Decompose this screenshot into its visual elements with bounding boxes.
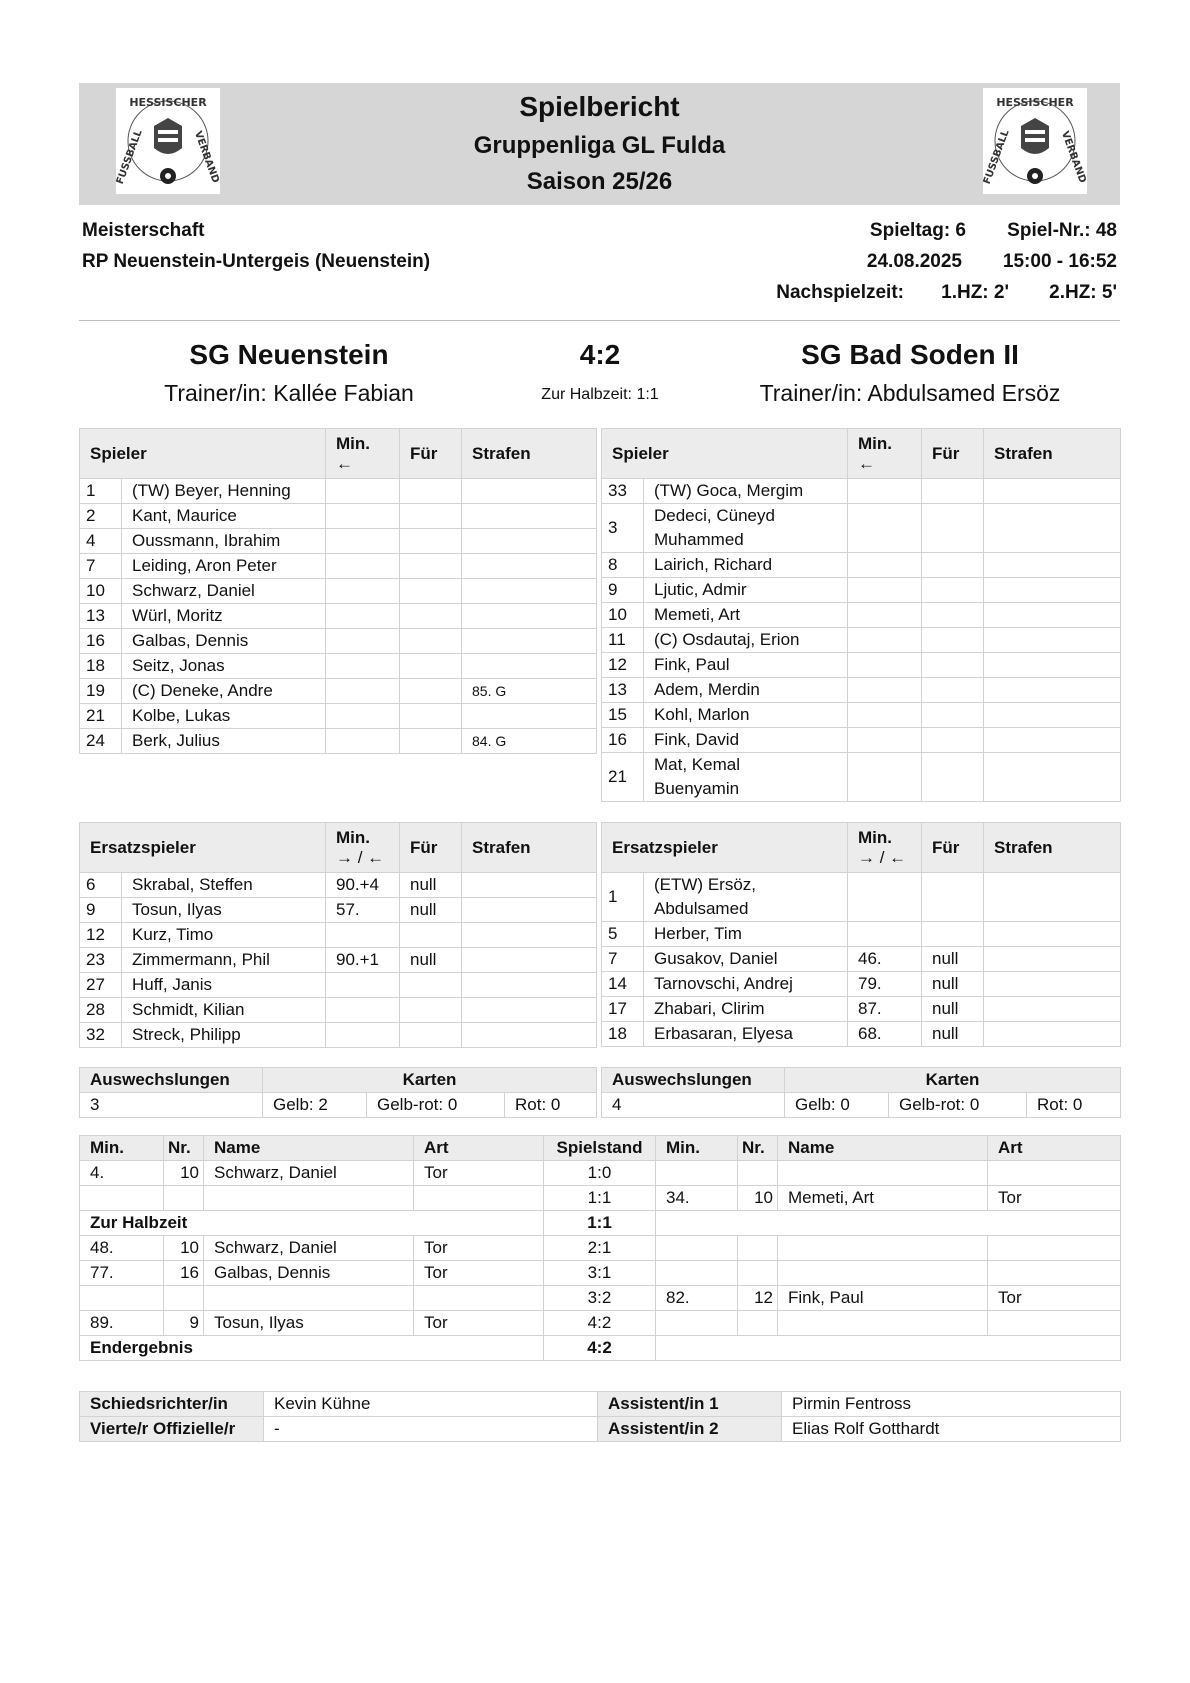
col-min: Min. → / ← [848, 823, 922, 873]
home-summary-table [79, 1067, 597, 1118]
match-date: 24.08.2025 [866, 251, 962, 272]
assistant1-label: Assistent/in 1 [598, 1392, 782, 1417]
table-row: 48. 10 Schwarz, Daniel Tor 2:1 [80, 1236, 1121, 1261]
divider [79, 320, 1120, 321]
svg-text:VERBAND: VERBAND [191, 129, 220, 185]
report-header [79, 83, 1120, 205]
svg-text:HESSISCHER: HESSISCHER [996, 96, 1074, 109]
svg-text:FUSSBALL: FUSSBALL [116, 128, 145, 186]
table-row: 21 Kolbe, Lukas [80, 704, 597, 729]
match-number: Spiel-Nr.: 48 [1007, 220, 1117, 241]
table-row: 9 Ljutic, Admir [602, 578, 1121, 603]
table-row: 24 Berk, Julius 84. G [80, 729, 597, 754]
final-score: 4:2 [579, 339, 621, 370]
col-player: Spieler [602, 429, 848, 479]
report-title: Spielbericht [519, 91, 680, 122]
table-row: 89. 9 Tosun, Ilyas Tor 4:2 [80, 1311, 1121, 1336]
table-header [602, 1068, 1121, 1093]
table-header [602, 429, 1121, 479]
matchday: Spieltag: 6 [869, 220, 966, 241]
table-row: 9 Tosun, Ilyas 57. null [80, 898, 597, 923]
table-row: 5 Herber, Tim [602, 922, 1121, 947]
assistant2-label: Assistent/in 2 [598, 1417, 782, 1442]
col-penalties: Strafen [462, 429, 597, 479]
officials-table [79, 1391, 1121, 1442]
fourth-official: - [264, 1417, 598, 1442]
table-header [80, 1068, 597, 1093]
col-cards: Karten [785, 1068, 1121, 1093]
away-players [602, 479, 1121, 802]
away-team: SG Bad Soden II [801, 339, 1019, 370]
away-lineup-table [601, 428, 1121, 802]
assistant1: Pirmin Fentross [782, 1392, 1121, 1417]
halftime-score: Zur Halbzeit: 1:1 [541, 386, 659, 403]
table-row: 8 Lairich, Richard [602, 553, 1121, 578]
table-row: 10 Schwarz, Daniel [80, 579, 597, 604]
away-subs [602, 873, 1121, 1047]
col-subs: Ersatzspieler [602, 823, 848, 873]
home-team: SG Neuenstein [189, 339, 389, 370]
fourth-official-label: Vierte/r Offizielle/r [80, 1417, 264, 1442]
col-player: Spieler [80, 429, 326, 479]
table-row: 12 Fink, Paul [602, 653, 1121, 678]
table-row: 3 Dedeci, Cüneyd Muhammed [602, 504, 1121, 553]
table-header: Min. Nr. Name Art Spielstand Min. Nr. Name Art [80, 1136, 1121, 1161]
table-row: 18 Seitz, Jonas [80, 654, 597, 679]
col-for: Für [922, 823, 984, 873]
col-penalties: Strafen [984, 429, 1121, 479]
stoppage-second-half: 2.HZ: 5' [1049, 282, 1117, 303]
table-row: 17 Zhabari, Clirim 87. null [602, 997, 1121, 1022]
home-players [80, 479, 597, 754]
halftime-row: Zur Halbzeit 1:1 [80, 1211, 1121, 1236]
col-for: Für [400, 429, 462, 479]
goals-table [79, 1135, 1121, 1361]
table-row: 12 Kurz, Timo [80, 923, 597, 948]
table-row: 15 Kohl, Marlon [602, 703, 1121, 728]
col-subs: Ersatzspieler [80, 823, 326, 873]
table-header [80, 429, 597, 479]
table-row: 7 Gusakov, Daniel 46. null [602, 947, 1121, 972]
svg-text:VERBAND: VERBAND [1058, 129, 1087, 185]
table-row: 77. 16 Galbas, Dennis Tor 3:1 [80, 1261, 1121, 1286]
table-row: 1 (ETW) Ersöz, Abdulsamed [602, 873, 1121, 922]
table-row: 3:2 82. 12 Fink, Paul Tor [80, 1286, 1121, 1311]
away-coach: Trainer/in: Abdulsamed Ersöz [759, 380, 1061, 406]
table-row: 27 Huff, Janis [80, 973, 597, 998]
assistant2: Elias Rolf Gotthardt [782, 1417, 1121, 1442]
table-row [80, 1392, 1121, 1417]
table-row: 16 Fink, David [602, 728, 1121, 753]
home-coach: Trainer/in: Kallée Fabian [164, 380, 414, 406]
table-row: 21 Mat, Kemal Buenyamin [602, 753, 1121, 802]
table-row: 28 Schmidt, Kilian [80, 998, 597, 1023]
table-row: 6 Skrabal, Steffen 90.+4 null [80, 873, 597, 898]
home-subs-table [79, 822, 597, 1048]
referee-label: Schiedsrichter/in [80, 1392, 264, 1417]
table-row: 18 Erbasaran, Elyesa 68. null [602, 1022, 1121, 1047]
table-row: 3 Gelb: 2 Gelb-rot: 0 Rot: 0 [80, 1093, 597, 1118]
table-row: 33 (TW) Goca, Mergim [602, 479, 1121, 504]
table-row: 32 Streck, Philipp [80, 1023, 597, 1048]
col-subs-count: Auswechslungen [602, 1068, 785, 1093]
col-cards: Karten [263, 1068, 597, 1093]
competition: Meisterschaft [82, 220, 205, 241]
table-row: 2 Kant, Maurice [80, 504, 597, 529]
col-min: Min. → / ← [326, 823, 400, 873]
table-row: 1 (TW) Beyer, Henning [80, 479, 597, 504]
table-header [80, 823, 597, 873]
table-row: 7 Leiding, Aron Peter [80, 554, 597, 579]
table-row: 23 Zimmermann, Phil 90.+1 null [80, 948, 597, 973]
table-row: 4. 10 Schwarz, Daniel Tor 1:0 [80, 1161, 1121, 1186]
col-penalties: Strafen [462, 823, 597, 873]
table-row: 1:1 34. 10 Memeti, Art Tor [80, 1186, 1121, 1211]
table-header [602, 823, 1121, 873]
league-name: Gruppenliga GL Fulda [473, 132, 726, 159]
col-subs-count: Auswechslungen [80, 1068, 263, 1093]
away-subs-table [601, 822, 1121, 1047]
col-for: Für [922, 429, 984, 479]
table-row: 13 Würl, Moritz [80, 604, 597, 629]
table-row: 14 Tarnovschi, Andrej 79. null [602, 972, 1121, 997]
referee: Kevin Kühne [264, 1392, 598, 1417]
away-summary-table [601, 1067, 1121, 1118]
home-lineup-table [79, 428, 597, 754]
table-row [80, 1417, 1121, 1442]
col-min: Min. ← [848, 429, 922, 479]
table-row: 19 (C) Deneke, Andre 85. G [80, 679, 597, 704]
table-row: 16 Galbas, Dennis [80, 629, 597, 654]
svg-text:FUSSBALL: FUSSBALL [983, 128, 1012, 186]
season: Saison 25/26 [526, 168, 673, 195]
venue: RP Neuenstein-Untergeis (Neuenstein) [82, 251, 431, 272]
home-subs [80, 873, 597, 1048]
table-row: 10 Memeti, Art [602, 603, 1121, 628]
col-for: Für [400, 823, 462, 873]
svg-text:HESSISCHER: HESSISCHER [129, 96, 207, 109]
col-min: Min. ← [326, 429, 400, 479]
match-time: 15:00 - 16:52 [1002, 251, 1117, 272]
col-penalties: Strafen [984, 823, 1121, 873]
table-row: 13 Adem, Merdin [602, 678, 1121, 703]
final-row: Endergebnis 4:2 [80, 1336, 1121, 1361]
table-row: 11 (C) Osdautaj, Erion [602, 628, 1121, 653]
table-row: 4 Gelb: 0 Gelb-rot: 0 Rot: 0 [602, 1093, 1121, 1118]
stoppage-first-half: 1.HZ: 2' [941, 282, 1009, 303]
stoppage-label: Nachspielzeit: [776, 282, 904, 303]
table-row: 4 Oussmann, Ibrahim [80, 529, 597, 554]
